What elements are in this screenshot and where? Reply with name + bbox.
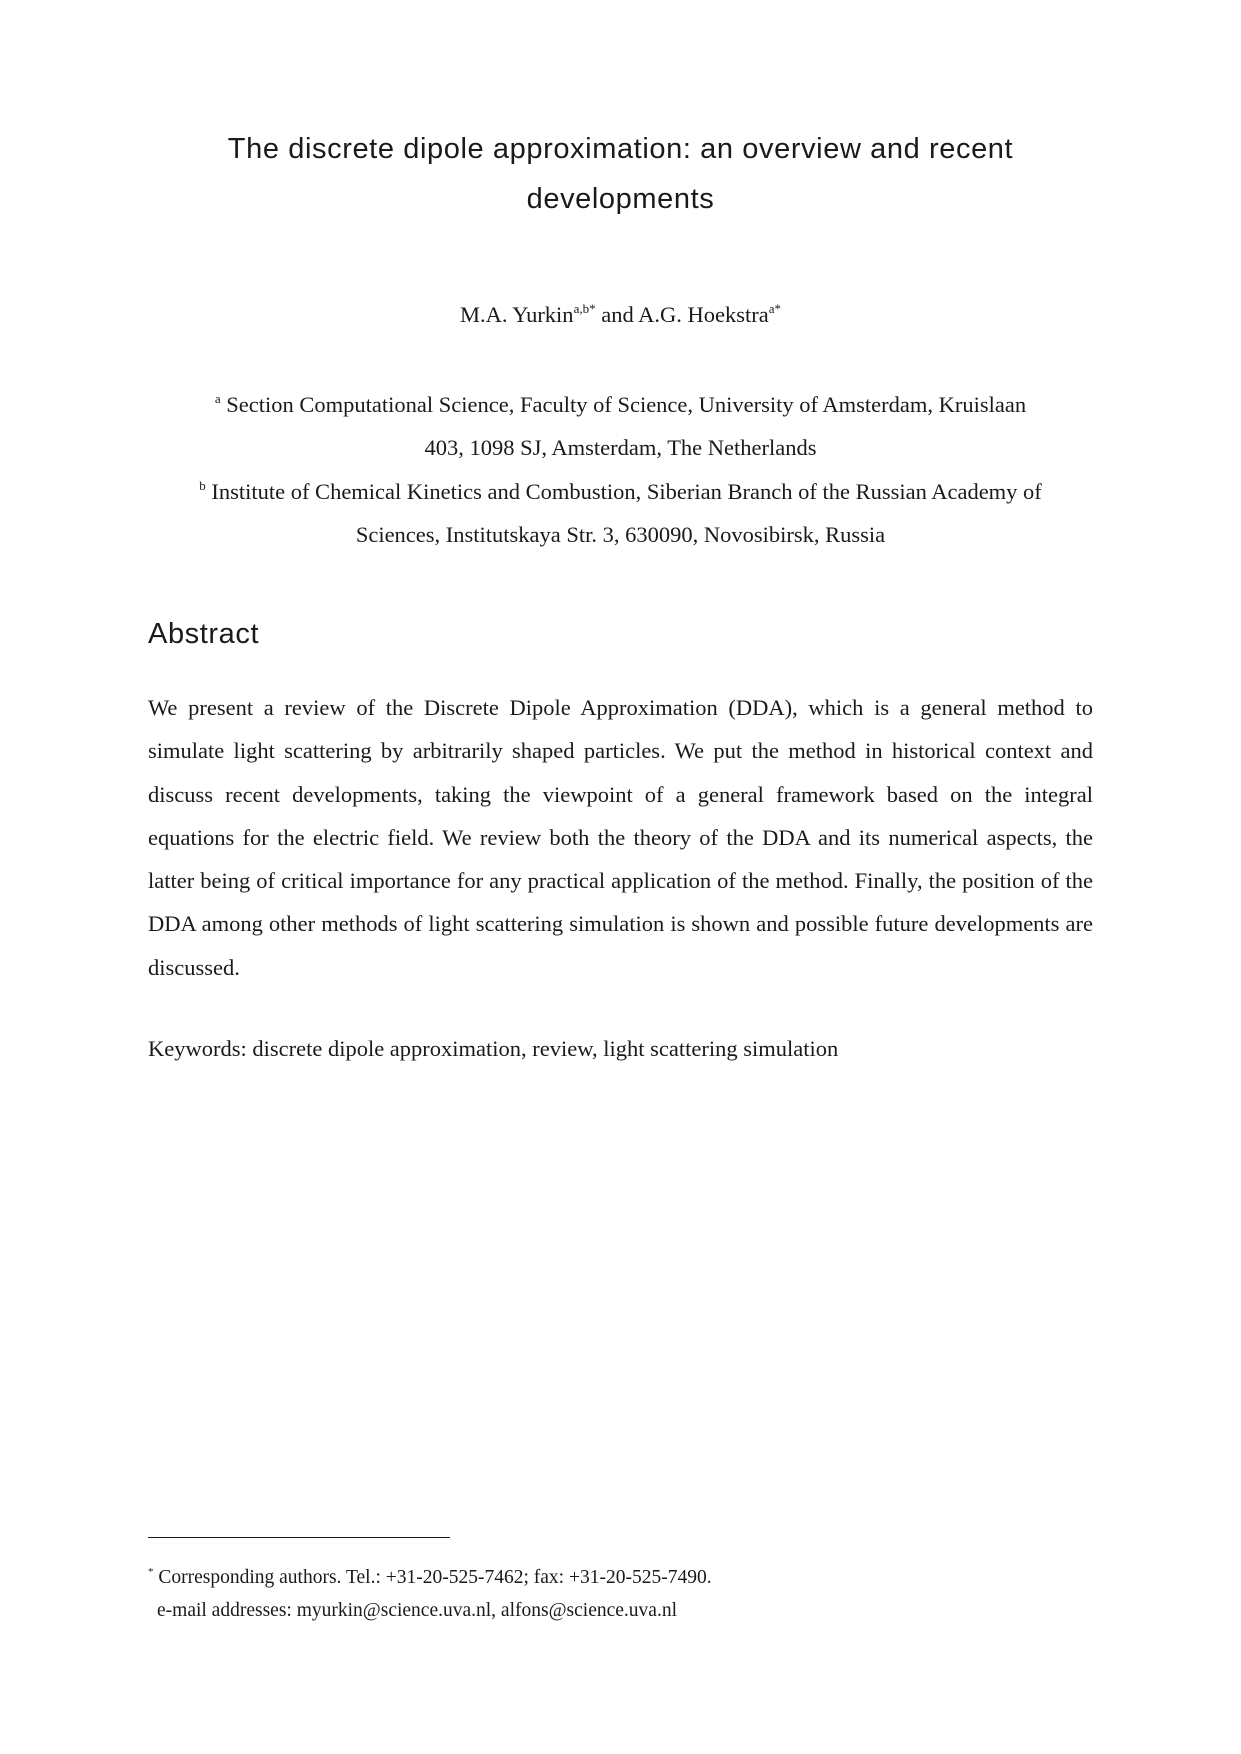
author-connector: and <box>595 302 639 327</box>
affiliation-mark: b <box>199 478 206 493</box>
footnote-mark: * <box>148 1566 154 1578</box>
author-affiliation-marks: a* <box>768 301 781 316</box>
affiliation-text: Institute of Chemical Kinetics and Combustion, Siberian Branch of the Russian Academy of <box>205 479 1042 504</box>
affiliation-a <box>145 383 1096 469</box>
affiliation-line: 403, 1098 SJ, Amsterdam, The Netherlands <box>424 435 817 460</box>
title-line-2: developments <box>526 183 715 215</box>
footnote-email: e-mail addresses: myurkin@science.uva.nl, alfons@science.uva.nl <box>157 1600 677 1621</box>
abstract-text: We present a review of the Discrete Dipole Approximation (DDA), which is a general method to simulate light scattering by arbitrarily shaped particles. We put the method in historical context and discuss recent developments, taking the viewpoint of a general framework based on the integral equations for the electric field. We review both the theory of the DDA and its numerical aspects, the latter being of critical importance for any practical application of the method. Finally, the position of the DDA among other methods of light scattering simulation is shown and possible future developments are discussed. <box>148 695 1093 980</box>
footnote-corresponding <box>148 1565 712 1591</box>
affiliation-line <box>145 470 1096 513</box>
author-name-hoekstra: A.G. Hoekstra <box>638 302 769 327</box>
footnote-text: Corresponding authors. Tel.: +31-20-525-7462; fax: +31-20-525-7490. <box>153 1567 712 1588</box>
paper-title <box>150 124 1091 224</box>
author-name-yurkin: M.A. Yurkin <box>460 302 574 327</box>
keywords: Keywords: discrete dipole approximation, review, light scattering simulation <box>148 1036 839 1061</box>
affiliation-text: Section Computational Science, Faculty of Science, University of Amsterdam, Kruislaan <box>220 392 1027 417</box>
abstract-heading: Abstract <box>148 618 260 650</box>
footnote-divider <box>148 1537 450 1538</box>
affiliation-line: Sciences, Institutskaya Str. 3, 630090, Novosibirsk, Russia <box>355 522 886 547</box>
affiliation-b <box>145 470 1096 556</box>
affiliation-line <box>145 383 1096 426</box>
title-line-1: The discrete dipole approximation: an overview and recent <box>227 133 1014 165</box>
author-list <box>150 300 1091 330</box>
author-affiliation-marks: a,b* <box>573 301 596 316</box>
affiliation-mark: a <box>214 391 221 406</box>
